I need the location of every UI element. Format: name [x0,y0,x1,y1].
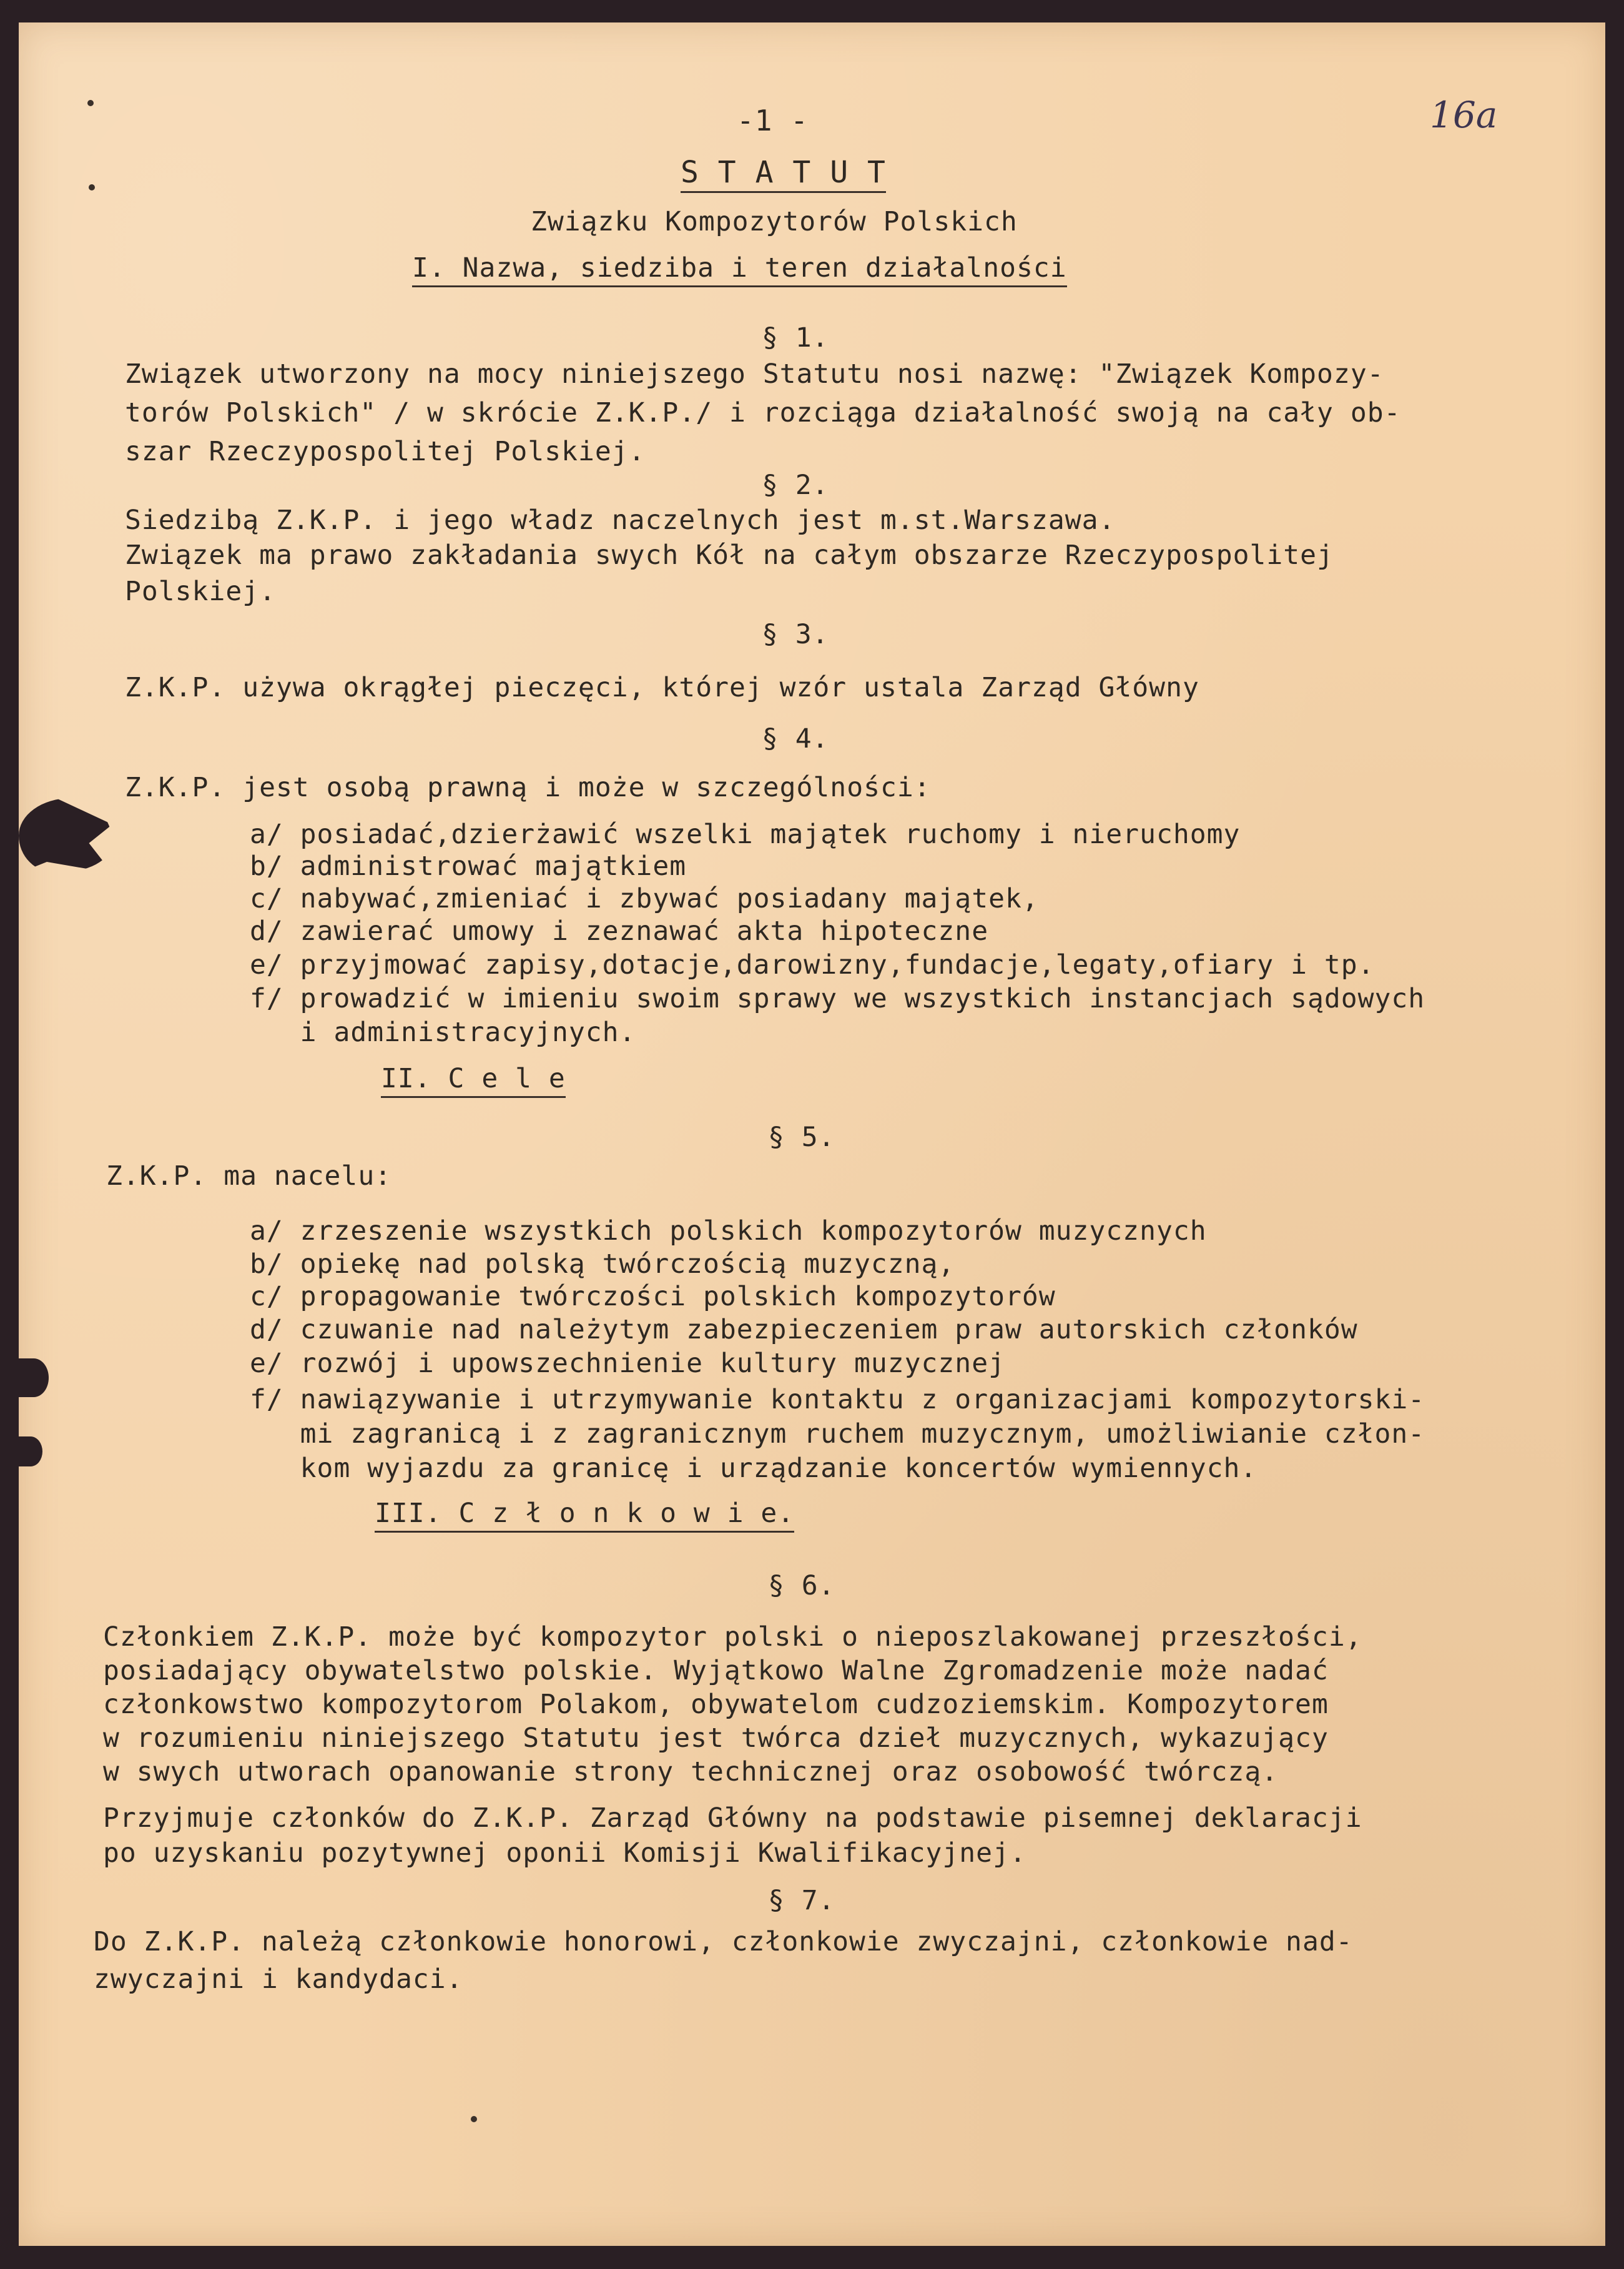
section-number: § 6. [768,1570,835,1601]
list-item: a/ posiadać,dzierżawić wszelki majątek ruchomy i nieruchomy [250,819,1241,850]
list-item: f/ prowadzić w imieniu swoim sprawy we wszystkich instancjach sądowych [250,983,1425,1014]
paragraph-line: szar Rzeczypospolitej Polskiej. [125,436,646,467]
paragraph-line: Z.K.P. jest osobą prawną i może w szczególności: [125,772,931,803]
paragraph-line: Z.K.P. używa okrągłej pieczęci, której wzór ustala Zarząd Główny [125,672,1199,703]
punch-mark [89,184,95,190]
paragraph-line: w rozumieniu niniejszego Statutu jest twórca dzieł muzycznych, wykazujący [103,1723,1329,1754]
list-item: i administracyjnych. [250,1017,636,1048]
paragraph-line: Siedzibą Z.K.P. i jego władz naczelnych jest m.st.Warszawa. [125,505,1116,536]
chapter-heading: II. C e l e [381,1065,566,1098]
page-marker: -1 - [737,104,809,137]
list-item: kom wyjazdu za granicę i urządzanie koncertów wymiennych. [250,1453,1257,1484]
paragraph-line: w swych utworach opanowanie strony technicznej oraz osobowość twórczą. [103,1756,1279,1787]
paragraph-line: Do Z.K.P. należą członkowie honorowi, członkowie zwyczajni, członkowie nad- [94,1926,1353,1957]
list-item: b/ administrować majątkiem [250,851,687,882]
section-number: § 5. [768,1122,835,1153]
paragraph-line: torów Polskich" / w skrócie Z.K.P./ i rozciąga działalność swoją na cały ob- [125,397,1401,428]
list-item: c/ propagowanie twórczości polskich kompozytorów [250,1281,1056,1312]
archive-number: 16a [1430,94,1498,136]
section-number: § 2. [762,470,829,501]
paragraph-line: Przyjmuje członków do Z.K.P. Zarząd Główny na podstawie pisemnej deklaracji [103,1802,1362,1834]
paragraph-line: posiadający obywatelstwo polskie. Wyjątkowo Walne Zgromadzenie może nadać [103,1655,1329,1686]
punch-mark [87,100,94,106]
paragraph-line: po uzyskaniu pozytywnej oponii Komisji Kwalifikacyjnej. [103,1837,1026,1869]
chapter-heading: I. Nazwa, siedziba i teren działalności [412,255,1067,287]
paragraph-line: Związek ma prawo zakładania swych Kół na całym obszarze Rzeczypospolitej [125,540,1334,571]
document-title: S T A T U T [681,157,886,193]
torn-hole [19,1436,42,1466]
paragraph-line: Związek utworzony na mocy niniejszego Statutu nosi nazwę: "Związek Kompozy- [125,358,1384,390]
list-item: f/ nawiązywanie i utrzymywanie kontaktu z organizacjami kompozytorski- [250,1384,1425,1415]
list-item: e/ przyjmować zapisy,dotacje,darowizny,fundacje,legaty,ofiary i tp. [250,949,1375,981]
section-number: § 3. [762,619,829,650]
chapter-heading: III. C z ł o n k o w i e. [375,1500,794,1533]
paragraph-line: zwyczajni i kandydaci. [94,1964,463,1995]
list-item: d/ czuwanie nad należytym zabezpieczeniem praw autorskich członków [250,1314,1358,1345]
torn-hole [19,1358,49,1397]
section-number: § 4. [762,723,829,754]
list-item: e/ rozwój i upowszechnienie kultury muzycznej [250,1348,1005,1379]
list-item: d/ zawierać umowy i zeznawać akta hipoteczne [250,916,989,947]
document-subtitle: Związku Kompozytorów Polskich [531,206,1018,237]
paragraph-line: Polskiej. [125,576,276,607]
paragraph-line: Z.K.P. ma nacelu: [106,1160,392,1192]
list-item: b/ opiekę nad polską twórczością muzyczną, [250,1248,955,1280]
section-number: § 7. [768,1885,835,1916]
list-item: a/ zrzeszenie wszystkich polskich kompozytorów muzycznych [250,1215,1207,1247]
section-number: § 1. [762,322,829,353]
paragraph-line: Członkiem Z.K.P. może być kompozytor polski o nieposzlakowanej przeszłości, [103,1621,1362,1653]
list-item: c/ nabywać,zmieniać i zbywać posiadany majątek, [250,883,1039,914]
paragraph-line: członkowstwo kompozytorom Polakom, obywatelom cudzoziemskim. Kompozytorem [103,1689,1329,1720]
list-item: mi zagranicą i z zagranicznym ruchem muzycznym, umożliwianie człon- [250,1418,1425,1450]
punch-mark [471,2116,477,2122]
